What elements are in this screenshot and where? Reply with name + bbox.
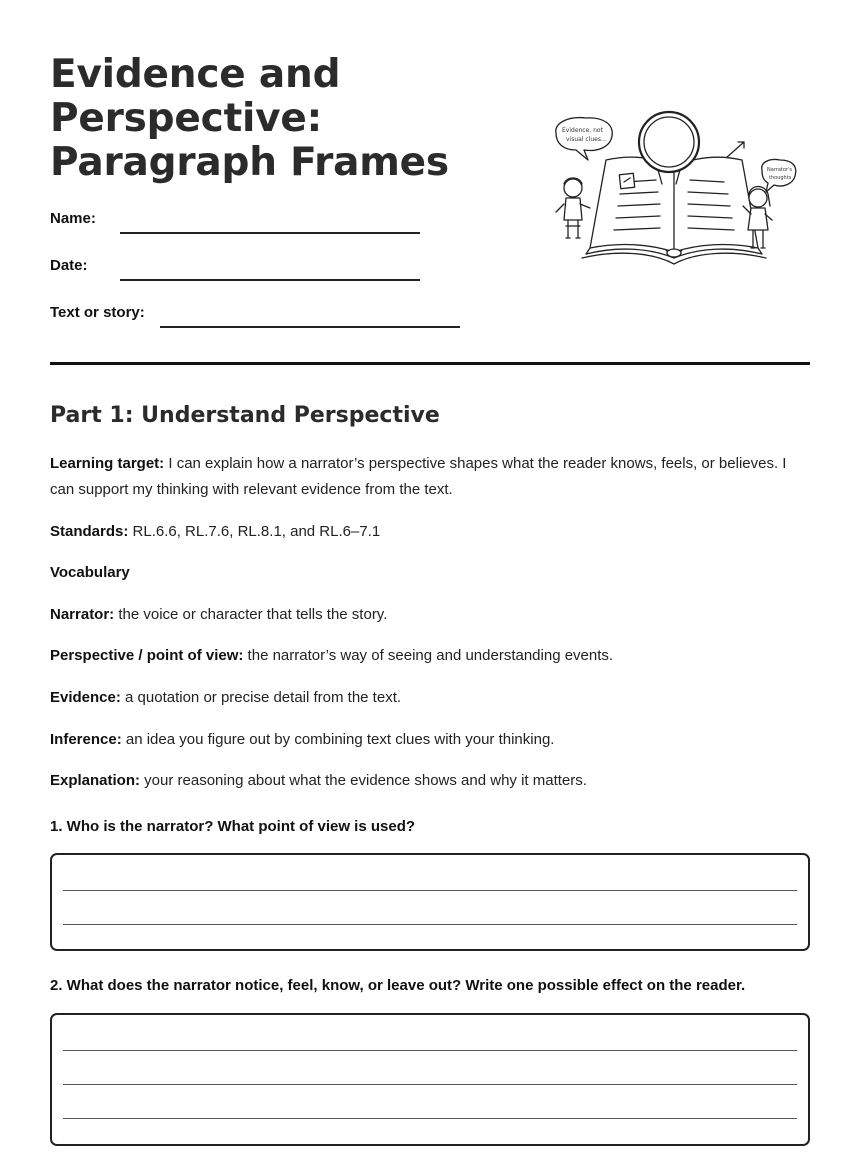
vocab-term: Narrator: (50, 606, 115, 623)
vocab-term: Evidence: (50, 689, 121, 706)
text-story-field[interactable] (50, 304, 460, 328)
standards (50, 519, 810, 545)
answer-line[interactable] (63, 1084, 797, 1085)
name-label: Name: (50, 210, 96, 227)
child-left-icon (556, 178, 590, 238)
vocab-item-evidence (50, 685, 810, 711)
speech-right-text: Narrator's (767, 167, 792, 173)
name-line[interactable] (120, 232, 420, 234)
answer-box-2[interactable] (50, 1013, 810, 1146)
answer-box-1[interactable] (50, 853, 810, 951)
vocab-item-perspective (50, 643, 810, 669)
vocab-def: an idea you figure out by combining text clues with your thinking. (121, 731, 555, 748)
vocab-item-narrator (50, 602, 810, 628)
speech-bubble-right-icon (762, 159, 796, 192)
vocab-term: Perspective / point of view: (50, 647, 244, 664)
vocab-item-inference (50, 727, 810, 753)
svg-text:thoughts: thoughts (769, 175, 792, 181)
answer-line[interactable] (63, 924, 797, 925)
vocabulary-heading-text: Vocabulary (50, 564, 130, 581)
part1-heading: Part 1: Understand Perspective (50, 403, 440, 428)
page-title: Evidence and Perspective: Paragraph Frames (50, 52, 449, 185)
standards-text: RL.6.6, RL.7.6, RL.8.1, and RL.6–7.1 (128, 523, 381, 540)
text-story-label: Text or story: (50, 304, 145, 321)
question-1: 1. Who is the narrator? What point of view is used? (50, 818, 416, 835)
answer-line[interactable] (63, 890, 797, 891)
vocab-def: your reasoning about what the evidence shows and why it matters. (140, 772, 587, 789)
date-line[interactable] (120, 279, 420, 281)
learning-target-label: Learning target: (50, 455, 165, 472)
speech-bubble-left-icon (556, 118, 612, 160)
answer-line[interactable] (63, 1118, 797, 1119)
book-illustration (548, 108, 803, 268)
vocab-item-explanation (50, 768, 810, 794)
date-field[interactable] (50, 257, 420, 281)
vocab-def: a quotation or precise detail from the text. (120, 689, 402, 706)
vocab-term: Inference: (50, 731, 122, 748)
text-story-line[interactable] (160, 326, 460, 328)
speech-left-text: Evidence, not (562, 127, 603, 134)
date-label: Date: (50, 257, 88, 274)
svg-text:visual clues…: visual clues… (566, 136, 607, 143)
learning-target-text: I can explain how a narrator’s perspective shapes what the reader knows, feels, or believes. I can support my thinking with relevant evidence from the text. (50, 455, 787, 498)
answer-line[interactable] (63, 1050, 797, 1051)
section-divider (50, 362, 810, 365)
vocab-def: the narrator’s way of seeing and understanding events. (243, 647, 614, 664)
book-icon (582, 157, 766, 264)
learning-target (50, 451, 810, 503)
question-2: 2. What does the narrator notice, feel, know, or leave out? Write one possible effect on the reader. (50, 977, 746, 994)
vocabulary-heading (50, 560, 810, 586)
vocab-term: Explanation: (50, 772, 141, 789)
name-field[interactable] (50, 210, 420, 234)
arrow-icon (726, 142, 744, 158)
vocab-def: the voice or character that tells the story. (114, 606, 388, 623)
standards-label: Standards: (50, 523, 129, 540)
